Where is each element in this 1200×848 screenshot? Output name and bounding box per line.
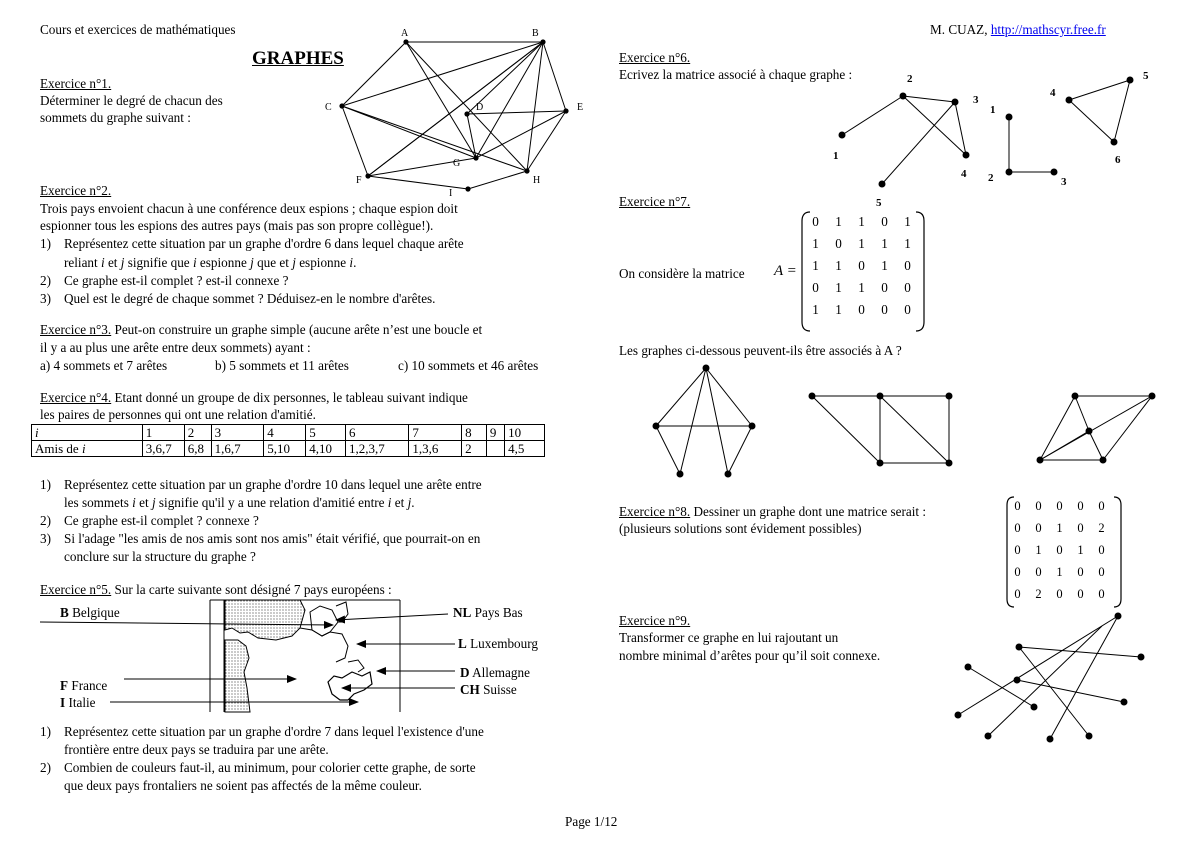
matrix-cell: 1	[1035, 542, 1042, 557]
ex6-g1-label-1: 1	[833, 150, 839, 162]
ex4-q1-number: 1)	[40, 477, 51, 492]
ex3-option-b: b) 5 sommets et 11 arêtes	[215, 358, 349, 373]
ex4-q2-number: 2)	[40, 513, 51, 528]
ex3-text-line1: Peut-on construire un graphe simple (aucune arête n’est une boucle et	[111, 322, 483, 337]
matrix-cell: 2	[1098, 520, 1105, 535]
country-code: NL	[453, 605, 472, 620]
country-code: D	[460, 665, 470, 680]
country-name: Suisse	[479, 682, 517, 697]
country-code: B	[60, 605, 69, 620]
ex6-g2-label-2: 2	[988, 172, 994, 184]
matrix-cell: 1	[1077, 542, 1084, 557]
matrix-cell: 1	[812, 302, 819, 317]
author-name: M. CUAZ,	[930, 22, 988, 37]
country-name: Pays Bas	[471, 605, 523, 620]
ex4-q3-number: 3)	[40, 531, 51, 546]
ex4-text-line2: les paires de personnes qui ont une relation d'amitié.	[40, 407, 316, 422]
ex3-text-line2: il y a au plus une arête entre deux sommets) ayant :	[40, 340, 311, 355]
matrix-cell: 0	[1098, 542, 1105, 557]
vertex-label-g: G	[453, 158, 461, 169]
ex5-q1-line2: frontière entre deux pays se traduira par une arête.	[64, 742, 329, 757]
ex6-g2-label-1: 1	[990, 104, 996, 116]
matrix-cell: 0	[1056, 498, 1063, 513]
ex6-g3-label-6: 6	[1115, 154, 1121, 166]
ex2-q2-line1: Ce graphe est-il complet ? est-il connexe ?	[64, 273, 289, 288]
ex4-text-line1: Etant donné un groupe de dix personnes, le tableau suivant indique	[111, 390, 468, 405]
matrix-cell: 0	[881, 280, 888, 295]
table-cell: 3,6,7	[142, 441, 184, 457]
ex5-q1-number: 1)	[40, 724, 51, 739]
vertex-label-d: D	[476, 102, 484, 113]
author-website-link[interactable]: http://mathscyr.free.fr	[990, 22, 1106, 37]
country-code: I	[60, 695, 66, 710]
country-name: Luxembourg	[466, 636, 538, 651]
matrix-cell: 0	[904, 258, 911, 273]
matrix-cell: 0	[1035, 520, 1042, 535]
matrix-cell: 0	[1077, 564, 1084, 579]
matrix-cell: 0	[1014, 564, 1021, 579]
ex3-heading: Exercice n°3.	[40, 322, 112, 337]
matrix-cell: 0	[858, 302, 865, 317]
matrix-cell: 1	[812, 236, 819, 251]
country-code: L	[458, 636, 467, 651]
ex7-heading: Exercice n°7.	[619, 194, 691, 209]
matrix-cell: 1	[858, 280, 865, 295]
matrix-cell: 1	[835, 214, 842, 229]
country-code: CH	[460, 682, 480, 697]
matrix-cell: 0	[1077, 498, 1084, 513]
ex4-q3-line1: Si l'adage "les amis de nos amis sont nos amis" était vérifié, que pourrait-on en	[64, 531, 481, 546]
table-cell: 1,3,6	[409, 441, 462, 457]
matrix-cell: 0	[904, 280, 911, 295]
ex2-intro-line2: espionner tous les espions des autres pays (mais pas son propre collègue!).	[40, 218, 434, 233]
ex2-q3-number: 3)	[40, 291, 51, 306]
matrix-cell: 1	[858, 214, 865, 229]
ex8-text-line1: Dessiner un graphe dont une matrice serait :	[690, 504, 927, 519]
matrix-cell: 0	[1056, 586, 1063, 601]
table-cell: 6	[345, 425, 408, 441]
matrix-cell: 0	[1014, 520, 1021, 535]
table-cell: 2	[184, 425, 211, 441]
matrix-cell: 0	[904, 302, 911, 317]
matrix-cell: 0	[1014, 542, 1021, 557]
matrix-cell: 1	[881, 258, 888, 273]
country-name: Allemagne	[469, 665, 530, 680]
ex9-heading: Exercice n°9.	[619, 613, 691, 628]
table-cell: 4,5	[505, 441, 545, 457]
header-course-title: Cours et exercices de mathématiques	[40, 22, 236, 37]
ex6-g2-label-3: 3	[1061, 176, 1067, 188]
ex2-intro-line1: Trois pays envoient chacun à une conférence deux espions ; chaque espion doit	[40, 201, 458, 216]
matrix-cell: 0	[881, 214, 888, 229]
ex2-q3-line1: Quel est le degré de chaque sommet ? Déduisez-en le nombre d'arêtes.	[64, 291, 436, 306]
ex3-option-c: c) 10 sommets et 46 arêtes	[398, 358, 539, 373]
ex4-heading: Exercice n°4.	[40, 390, 112, 405]
ex9-text-line2: nombre minimal d’arêtes pour qu’il soit connexe.	[619, 648, 881, 663]
ex4-q3-line2: conclure sur la structure du graphe ?	[64, 549, 256, 564]
vertex-label-i: I	[449, 188, 453, 199]
ex5-q1-line1: Représentez cette situation par un graphe d'ordre 7 dans lequel l'existence d'une	[64, 724, 484, 739]
country-code: F	[60, 678, 69, 693]
vertex-label-c: C	[325, 102, 332, 113]
ex6-g1-label-2: 2	[907, 73, 913, 85]
ex7-question: Les graphes ci-dessous peuvent-ils être associés à A ?	[619, 343, 902, 358]
table-cell: 4,10	[306, 441, 346, 457]
ex5-q2-line2: que deux pays frontaliers ne soient pas affectés de la même couleur.	[64, 778, 422, 793]
matrix-cell: 1	[904, 236, 911, 251]
ex4-q1-line1: Représentez cette situation par un graphe d'ordre 10 dans lequel une arête entre	[64, 477, 482, 492]
ex5-text: Sur la carte suivante sont désigné 7 pays européens :	[111, 582, 392, 597]
table-cell: 9	[486, 425, 504, 441]
matrix-cell: 0	[1098, 564, 1105, 579]
vertex-label-h: H	[533, 175, 541, 186]
matrix-cell: 0	[1035, 498, 1042, 513]
vertex-label-a: A	[401, 28, 409, 39]
matrix-cell: 0	[1098, 498, 1105, 513]
matrix-cell: 0	[1098, 586, 1105, 601]
matrix-cell: 0	[1077, 520, 1084, 535]
ex6-g3-label-5: 5	[1143, 70, 1149, 82]
matrix-cell: 0	[835, 236, 842, 251]
ex5-q2-line1: Combien de couleurs faut-il, au minimum, pour colorier cette graphe, de sorte	[64, 760, 476, 775]
matrix-cell: 0	[1035, 564, 1042, 579]
matrix-cell: 1	[858, 236, 865, 251]
ex6-g3-label-4: 4	[1050, 87, 1056, 99]
ex6-g1-label-3: 3	[973, 94, 979, 106]
table-cell: 8	[462, 425, 487, 441]
ex2-q1-number: 1)	[40, 236, 51, 251]
matrix-cell: 2	[1035, 586, 1042, 601]
table-cell: 2	[462, 441, 487, 457]
table-cell: 1,6,7	[211, 441, 264, 457]
matrix-cell: 1	[835, 280, 842, 295]
table-cell: i	[32, 425, 143, 441]
matrix-cell: 1	[835, 258, 842, 273]
ex1-text-line2: sommets du graphe suivant :	[40, 110, 191, 125]
ex6-g1-label-5: 5	[876, 197, 882, 209]
ex8-text-line2: (plusieurs solutions sont évidement possibles)	[619, 521, 862, 536]
table-cell: 10	[505, 425, 545, 441]
matrix-cell: 0	[1014, 498, 1021, 513]
page-number: Page 1/12	[565, 814, 618, 829]
country-name: France	[68, 678, 108, 693]
matrix-cell: 0	[858, 258, 865, 273]
ex1-heading: Exercice n°1.	[40, 76, 112, 91]
table-cell: 5	[306, 425, 346, 441]
ex2-q1-line2: reliant i et j signifie que i espionne j que et j espionne i.	[64, 255, 357, 270]
ex7-text: On considère la matrice	[619, 266, 745, 281]
vertex-label-e: E	[577, 102, 584, 113]
vertex-label-b: B	[532, 28, 539, 39]
amis-de-label: Amis de i	[35, 441, 86, 456]
ex5-q2-number: 2)	[40, 760, 51, 775]
matrix-cell: 0	[881, 302, 888, 317]
ex8-heading: Exercice n°8.	[619, 504, 691, 519]
matrix-cell: 0	[1014, 586, 1021, 601]
matrix-cell: 0	[1077, 586, 1084, 601]
page-title: GRAPHES	[252, 48, 344, 69]
ex2-q2-number: 2)	[40, 273, 51, 288]
country-name: Italie	[65, 695, 96, 710]
matrix-cell: 0	[812, 214, 819, 229]
country-name: Belgique	[68, 605, 120, 620]
table-cell: 6,8	[184, 441, 211, 457]
ex9-text-line1: Transformer ce graphe en lui rajoutant un	[619, 630, 839, 645]
table-cell: 7	[409, 425, 462, 441]
table-cell: 3	[211, 425, 264, 441]
matrix-a-name: A =	[774, 263, 797, 279]
table-cell: 1,2,3,7	[345, 441, 408, 457]
matrix-cell: 1	[812, 258, 819, 273]
ex2-q1-line1: Représentez cette situation par un graphe d'ordre 6 dans lequel chaque arête	[64, 236, 464, 251]
matrix-cell: 0	[812, 280, 819, 295]
ex2-heading: Exercice n°2.	[40, 183, 112, 198]
matrix-cell: 1	[904, 214, 911, 229]
matrix-cell: 1	[1056, 520, 1063, 535]
ex6-heading: Exercice n°6.	[619, 50, 691, 65]
vertex-label-f: F	[356, 175, 362, 186]
table-cell: 4	[264, 425, 306, 441]
table-cell: 1	[142, 425, 184, 441]
ex4-q2-line1: Ce graphe est-il complet ? connexe ?	[64, 513, 259, 528]
matrix-cell: 1	[1056, 564, 1063, 579]
matrix-cell: 1	[881, 236, 888, 251]
ex4-q1-line2: les sommets i et j signifie qu'il y a une relation d'amitié entre i et j.	[64, 495, 415, 510]
table-cell: 5,10	[264, 441, 306, 457]
matrix-cell: 1	[835, 302, 842, 317]
ex6-g1-label-4: 4	[961, 168, 967, 180]
ex6-text: Ecrivez la matrice associé à chaque graphe :	[619, 67, 853, 82]
matrix-cell: 0	[1056, 542, 1063, 557]
ex5-heading: Exercice n°5.	[40, 582, 112, 597]
ex1-text-line1: Déterminer le degré de chacun des	[40, 93, 223, 108]
ex3-option-a: a) 4 sommets et 7 arêtes	[40, 358, 168, 373]
